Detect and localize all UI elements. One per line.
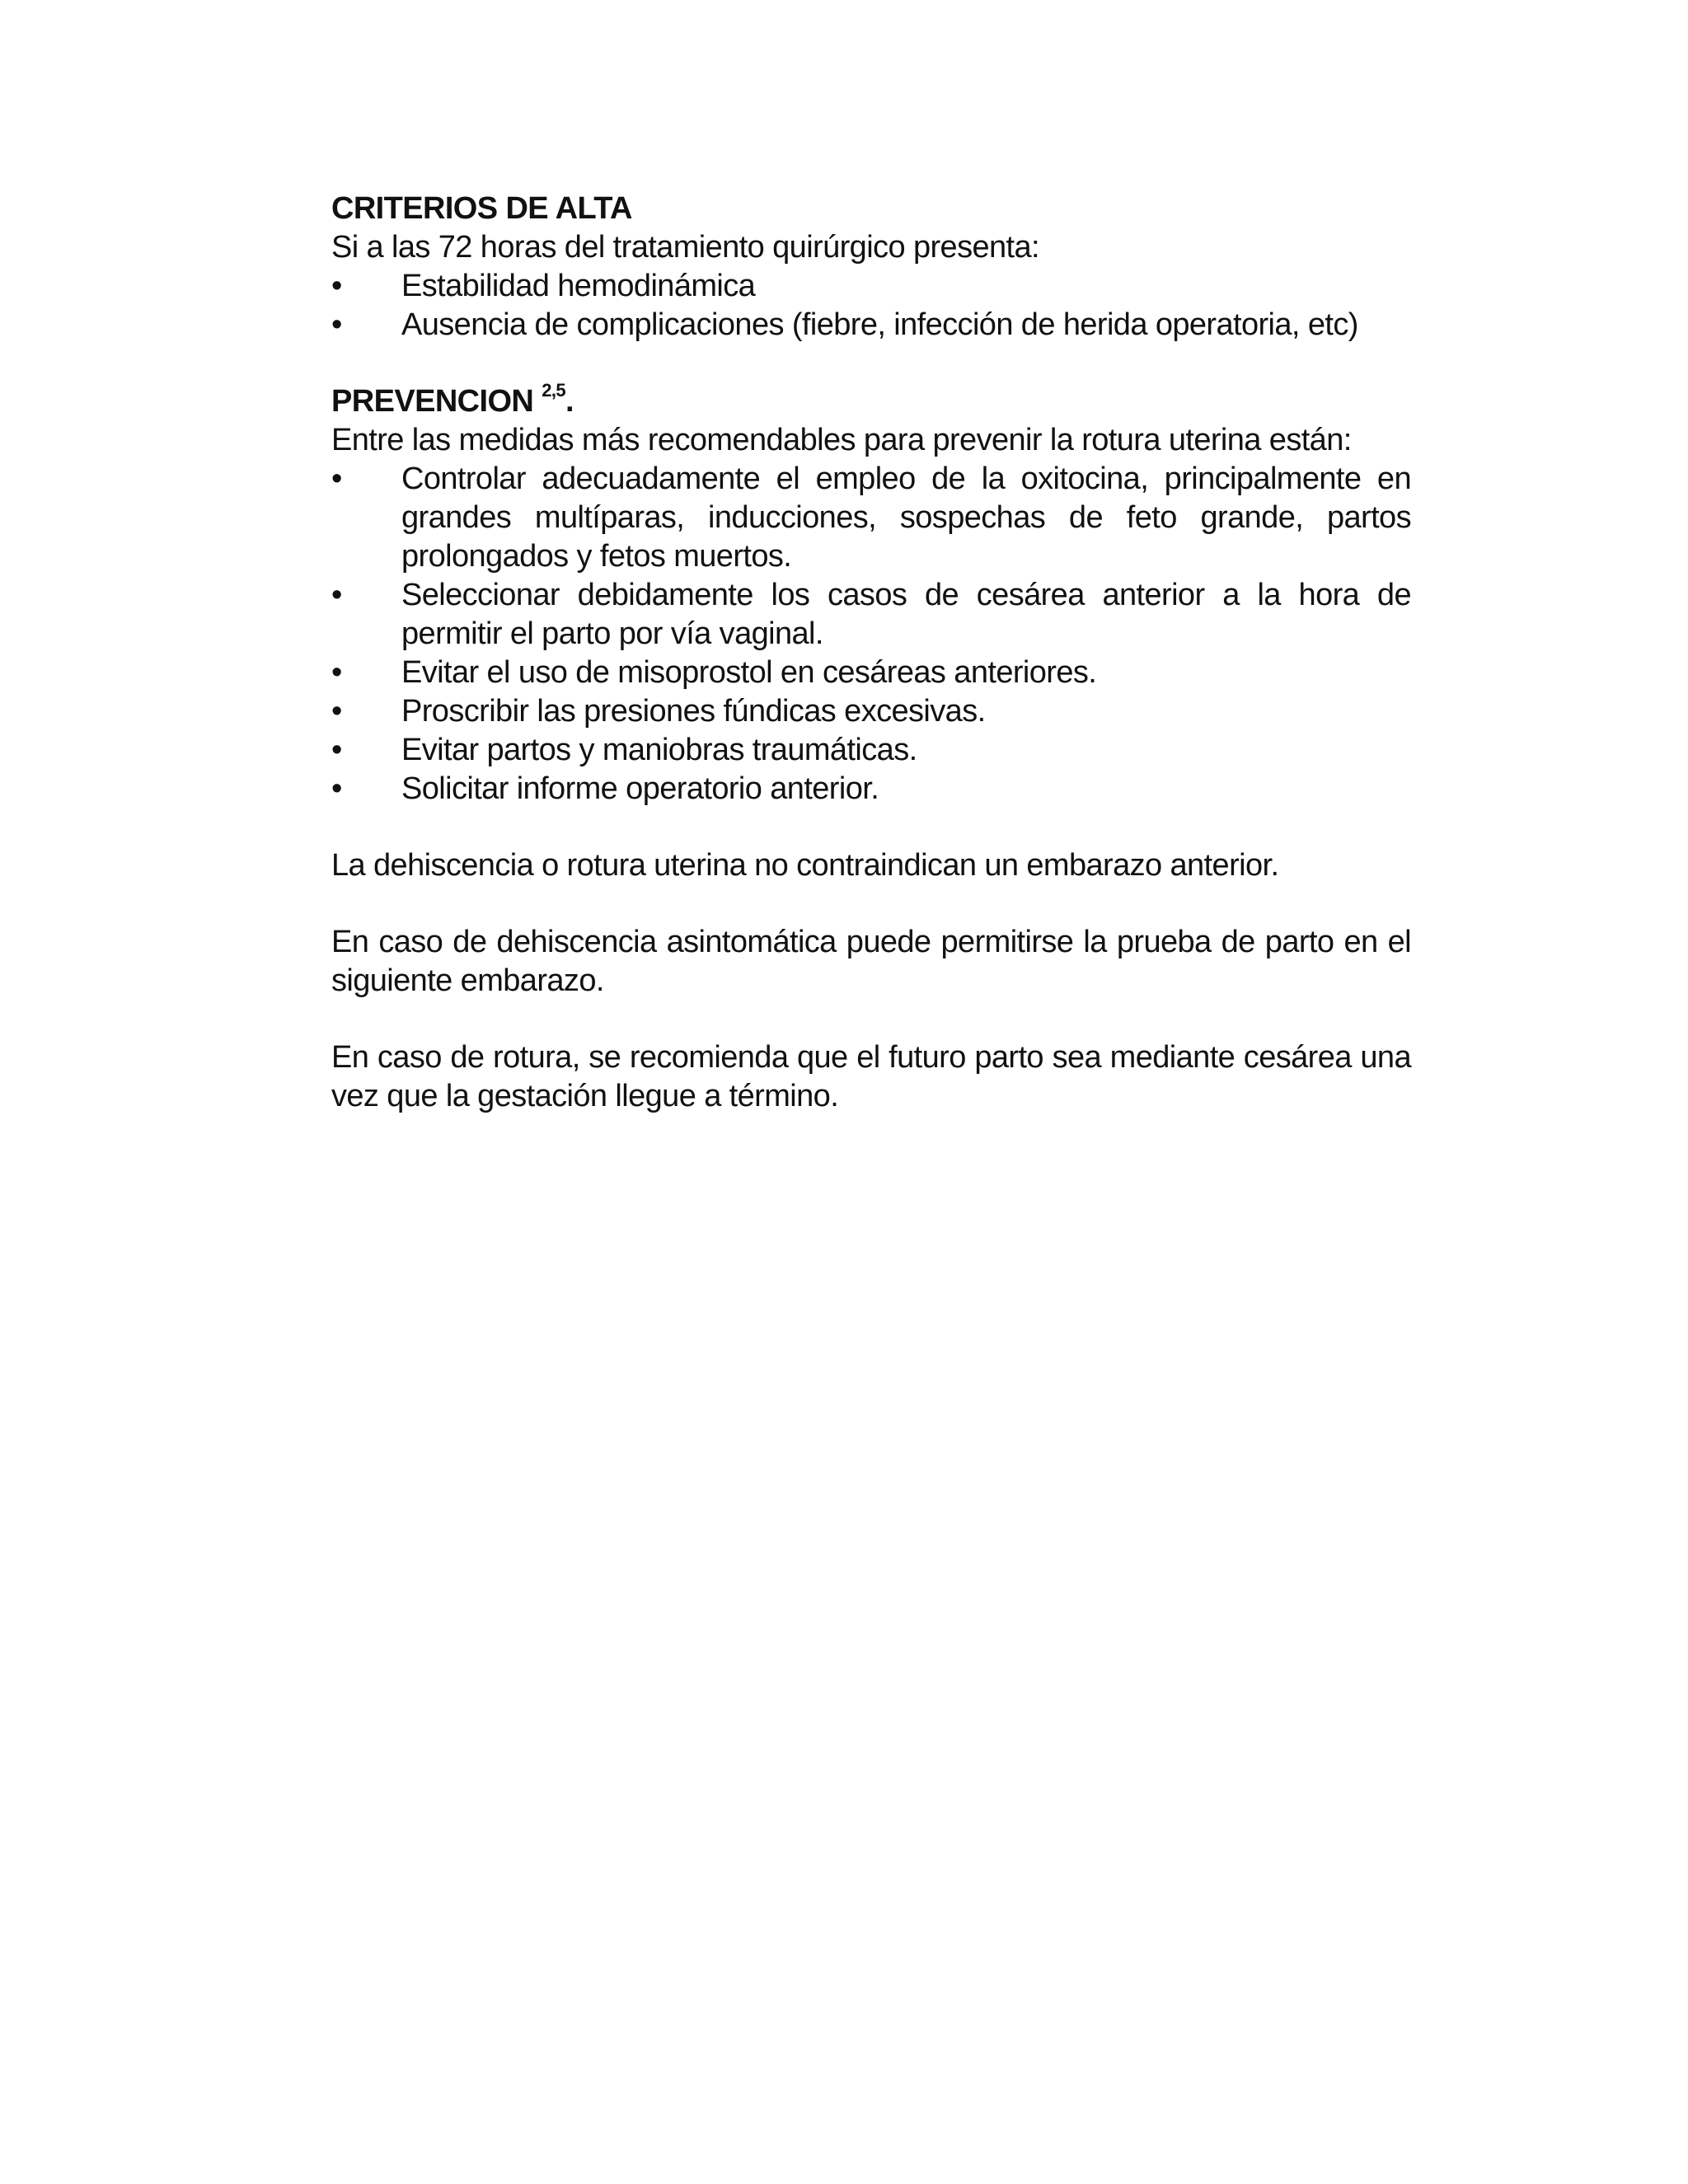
spacer — [331, 344, 1411, 382]
list-item-text: Seleccionar debidamente los casos de cesárea anterior a la hora de permitir el parto por vía vaginal. — [401, 578, 1411, 651]
list-item — [331, 770, 1411, 808]
spacer — [331, 1001, 1411, 1038]
bullet-list — [331, 460, 1411, 808]
list-item-text: Proscribir las presiones fúndicas excesivas. — [401, 694, 986, 729]
section-criterios-de-alta — [331, 190, 1411, 344]
section-prevencion — [331, 382, 1411, 808]
list-item — [331, 654, 1411, 692]
section-intro: Entre las medidas más recomendables para prevenir la rotura uterina están: — [331, 423, 1352, 457]
bullet-icon: • — [331, 694, 342, 729]
section-heading: CRITERIOS DE ALTA — [331, 191, 632, 226]
bullet-icon: • — [331, 771, 342, 806]
list-item — [331, 267, 1411, 306]
bullet-icon: • — [331, 269, 342, 303]
spacer — [331, 885, 1411, 923]
list-item — [331, 692, 1411, 731]
list-item — [331, 731, 1411, 770]
list-item — [331, 460, 1411, 576]
bullet-icon: • — [331, 655, 342, 690]
list-item-text: Evitar partos y maniobras traumáticas. — [401, 733, 917, 767]
bullet-icon: • — [331, 462, 342, 496]
spacer — [331, 808, 1411, 846]
paragraph: En caso de rotura, se recomienda que el futuro parto sea mediante cesárea una vez que la gestación llegue a término. — [331, 1040, 1411, 1113]
list-item-text: Estabilidad hemodinámica — [401, 269, 756, 303]
bullet-icon: • — [331, 733, 342, 767]
list-item — [331, 576, 1411, 654]
section-intro: Si a las 72 horas del tratamiento quirúrgico presenta: — [331, 230, 1039, 265]
list-item — [331, 306, 1411, 344]
bullet-icon: • — [331, 578, 342, 612]
reference-superscript: 2,5 — [542, 380, 566, 401]
paragraph: En caso de dehiscencia asintomática puede permitirse la prueba de parto en el siguiente embarazo. — [331, 925, 1411, 998]
list-item-text: Evitar el uso de misoprostol en cesáreas anteriores. — [401, 655, 1097, 690]
paragraph: La dehiscencia o rotura uterina no contraindican un embarazo anterior. — [331, 848, 1279, 883]
section-heading — [331, 382, 1411, 421]
heading-text: PREVENCION — [331, 384, 534, 419]
list-item-text: Ausencia de complicaciones (fiebre, infección de herida operatoria, etc) — [401, 307, 1358, 342]
bullet-icon: • — [331, 307, 342, 342]
bullet-list — [331, 267, 1411, 344]
list-item-text: Controlar adecuadamente el empleo de la oxitocina, principalmente en grandes multíparas, inducciones, sospechas de feto grande, partos prolongados y fetos muertos. — [401, 462, 1411, 574]
heading-suffix: . — [565, 384, 574, 419]
document-page — [331, 190, 1411, 1116]
list-item-text: Solicitar informe operatorio anterior. — [401, 771, 879, 806]
